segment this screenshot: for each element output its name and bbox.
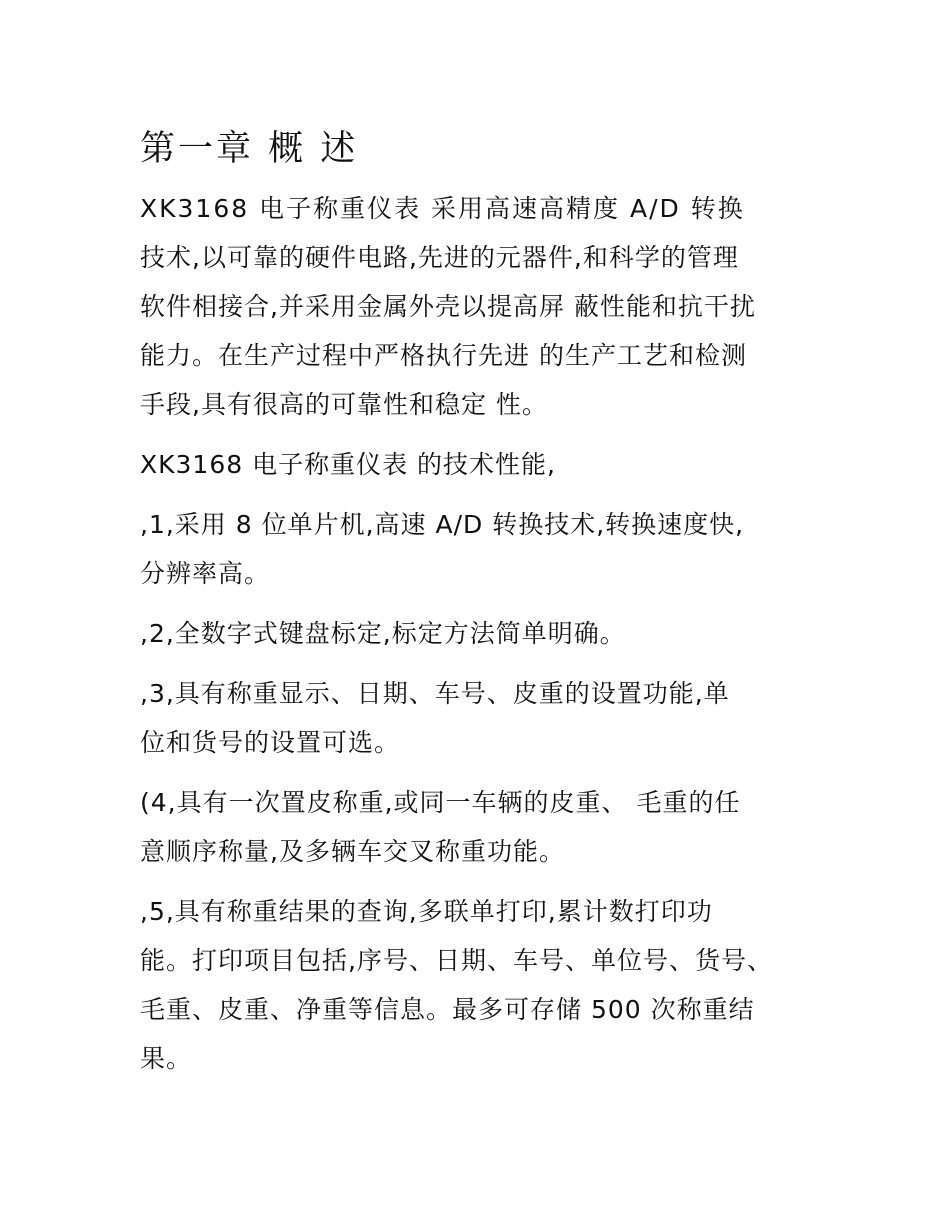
feature-item-5: [140, 887, 820, 1083]
intro-paragraph: [140, 184, 820, 429]
paragraph-line: 位和货号的设置可选。: [140, 728, 401, 757]
paragraph-line: 能。打印项目包括,序号、日期、车号、单位号、货号、: [140, 946, 773, 975]
feature-item-4: [140, 778, 820, 876]
paragraph-line: XK3168 电子称重仪表 采用高速高精度 A/D 转换: [140, 194, 745, 223]
paragraph-line: 软件相接合,并采用金属外壳以提高屏 蔽性能和抗干扰: [140, 292, 756, 321]
paragraph-line: 手段,具有很高的可靠性和稳定 性。: [140, 390, 548, 419]
paragraph-line: 技术,以可靠的硬件电路,先进的元器件,和科学的管理: [140, 243, 739, 272]
paragraph-line: 果。: [140, 1044, 193, 1073]
feature-item-2: [140, 609, 820, 658]
paragraph-line: XK3168 电子称重仪表 的技术性能,: [140, 450, 556, 479]
paragraph-line: (4,具有一次置皮称重,或同一车辆的皮重、 毛重的任: [140, 788, 741, 817]
features-intro-paragraph: [140, 440, 820, 489]
paragraph-line: 意顺序称量,及多辆车交叉称重功能。: [140, 837, 565, 866]
paragraph-line: ,3,具有称重显示、日期、车号、皮重的设置功能,单: [140, 679, 730, 708]
chapter-heading: 第一章 概 述: [140, 129, 359, 169]
feature-item-3: [140, 669, 820, 767]
paragraph-line: 能力。在生产过程中严格执行先进 的生产工艺和检测: [140, 341, 747, 370]
paragraph-line: 分辨率高。: [140, 559, 271, 588]
paragraph-line: ,1,采用 8 位单片机,高速 A/D 转换技术,转换速度快,: [140, 510, 745, 539]
document-page: [140, 122, 820, 1094]
feature-item-1: [140, 500, 820, 598]
paragraph-line: ,5,具有称重结果的查询,多联单打印,累计数打印功: [140, 897, 713, 926]
paragraph-line: 毛重、皮重、净重等信息。最多可存储 500 次称重结: [140, 995, 755, 1024]
paragraph-line: ,2,全数字式键盘标定,标定方法简单明确。: [140, 619, 626, 648]
